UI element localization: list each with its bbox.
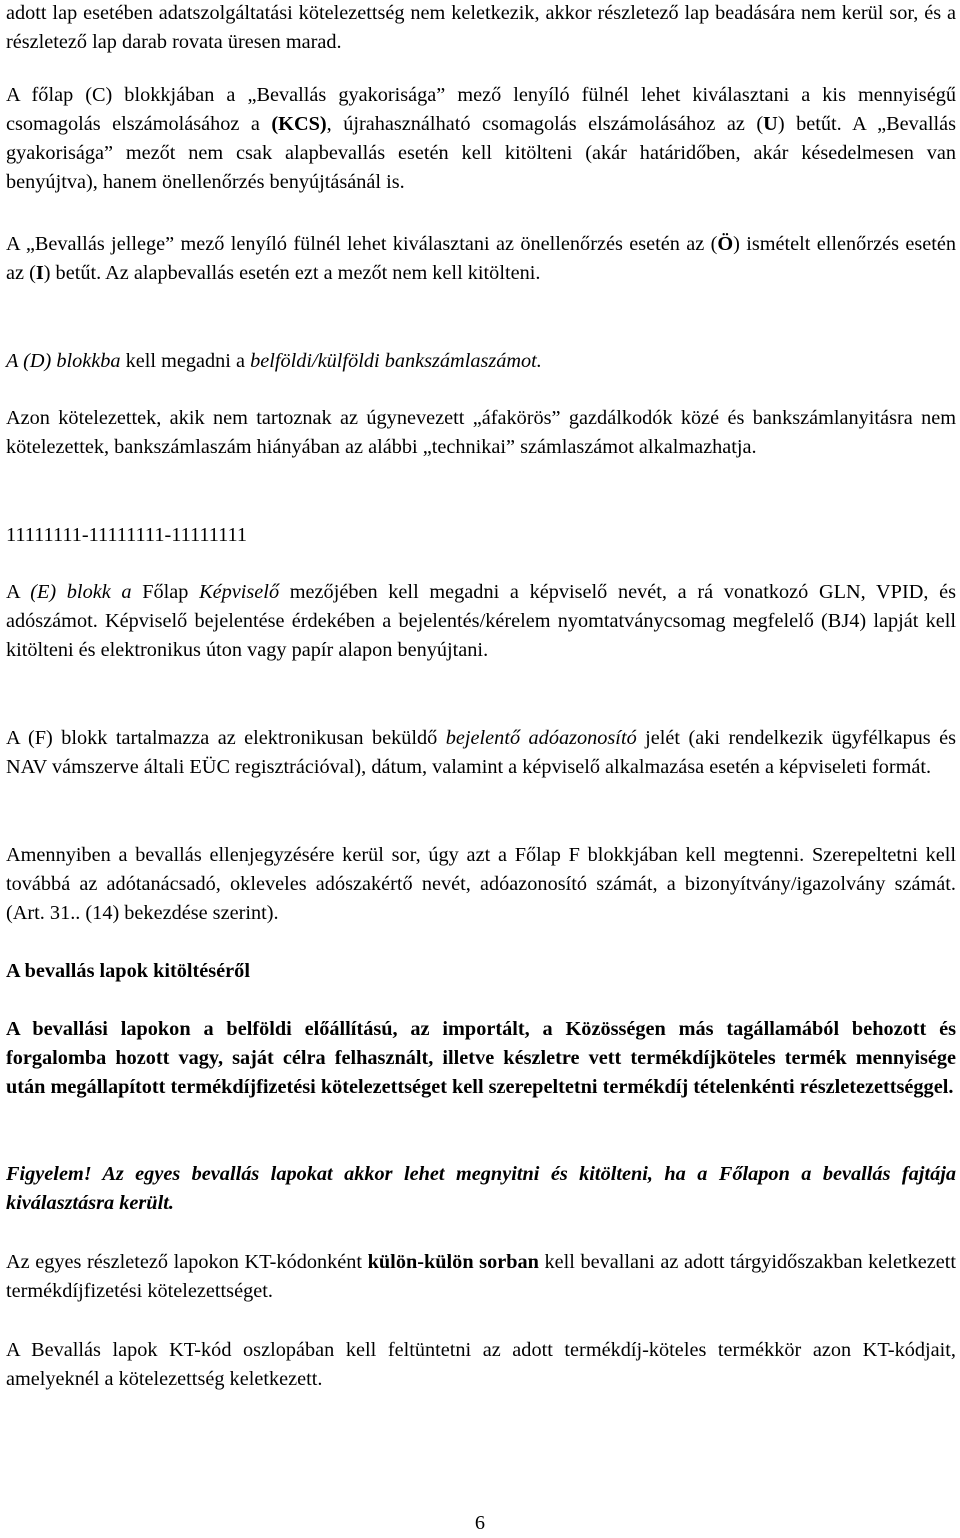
paragraph-bevallas-gyakorisaga: A főlap (C) blokkjában a „Bevallás gyakorisága” mező lenyíló fülnél lehet kiválasztani a kis mennyiségű csomagolás elszámolásához a (KCS), újrahasználható csomagolás elszámolásához az (U) betűt. A „Bevallás gyakorisága” mezőt nem csak alapbevallás esetén kell kitölteni (akár határidőben, akár késedelmesen van benyújtva), hanem önellenőrzés benyújtásánál is. — [6, 84, 956, 193]
paragraph-figyelem: Figyelem! Az egyes bevallás lapokat akkor lehet megnyitni és kitölteni, ha a Főlapon a bevallás fajtája kiválasztásra került. — [6, 1163, 956, 1214]
page-number: 6 — [474, 1512, 486, 1534]
section-heading: A bevallás lapok kitöltéséről — [6, 960, 250, 982]
paragraph-f-blokk: A (F) blokk tartalmazza az elektronikusan beküldő bejelentő adóazonosító jelét (aki rendelkezik ügyfélkapus és NAV vámszerve általi EÜC regisztrációval), dátum, valamint a képviselő alkalmazása esetén a képviseleti formát. — [6, 727, 956, 778]
paragraph-kt-kodonkent: Az egyes részletező lapokon KT-kódonként külön-külön sorban kell bevallani az adott tárgyidőszakban keletkezett termékdíjfizetési kötelezettséget. — [6, 1251, 956, 1302]
paragraph-technikai-szamlaszam: Azon kötelezettek, akik nem tartoznak az úgynevezett „áfakörös” gazdálkodók közé és bankszámlanyitásra nem kötelezettek, bankszámlaszám hiányában az alábbi „technikai” számlaszámot alkalmazhatja. — [6, 407, 956, 458]
paragraph-bevallasi-lapok: A bevallási lapokon a belföldi előállítású, az importált, a Közösségen más tagállamából behozott és forgalomba hozott vagy, saját célra felhasznált, illetve készletre vett termékdíjköteles termék mennyisége után megállapított termékdíjfizetési kötelezettséget kell szerepeltetni termékdíj tételenkénti részletezettséggel. — [6, 1018, 956, 1098]
paragraph-e-blokk: A (E) blokk a Főlap Képviselő mezőjében kell megadni a képviselő nevét, a rá vonatkozó GLN, VPID, és adószámot. Képviselő bejelentése érdekében a bejelentés/kérelem nyomtatványcsomag megfelelő (BJ4) lapját kell kitölteni és elektronikus úton vagy papír alapon benyújtani. — [6, 581, 956, 661]
paragraph-kt-kod-oszlop: A Bevallás lapok KT-kód oszlopában kell feltüntetni az adott termékdíj-köteles termékkör azon KT-kódjait, amelyeknél a kötelezettség keletkezett. — [6, 1339, 956, 1390]
technical-account-number: 11111111-11111111-11111111 — [6, 524, 248, 546]
paragraph-bevallas-jellege: A „Bevallás jellege” mező lenyíló fülnél lehet kiválasztani az önellenőrzés esetén az (Ö) ismételt ellenőrzés esetén az (I) betűt. Az alapbevallás esetén ezt a mezőt nem kell kitölteni. — [6, 233, 956, 284]
paragraph-d-blokk: A (D) blokkba kell megadni a belföldi/külföldi bankszámlaszámot. — [6, 350, 542, 372]
paragraph-ellenjegyzes: Amennyiben a bevallás ellenjegyzésére kerül sor, úgy azt a Főlap F blokkjában kell megtenni. Szerepeltetni kell továbbá az adótanácsadó, okleveles adószakértő nevét, adóazonosító számát, a bizonyítvány/igazolvány számát. (Art. 31.. (14) bekezdése szerint). — [6, 844, 956, 924]
paragraph-1: adott lap esetében adatszolgáltatási kötelezettség nem keletkezik, akkor részletező lap beadására nem kerül sor, és a részletező lap darab rovata üresen marad. — [6, 2, 956, 53]
